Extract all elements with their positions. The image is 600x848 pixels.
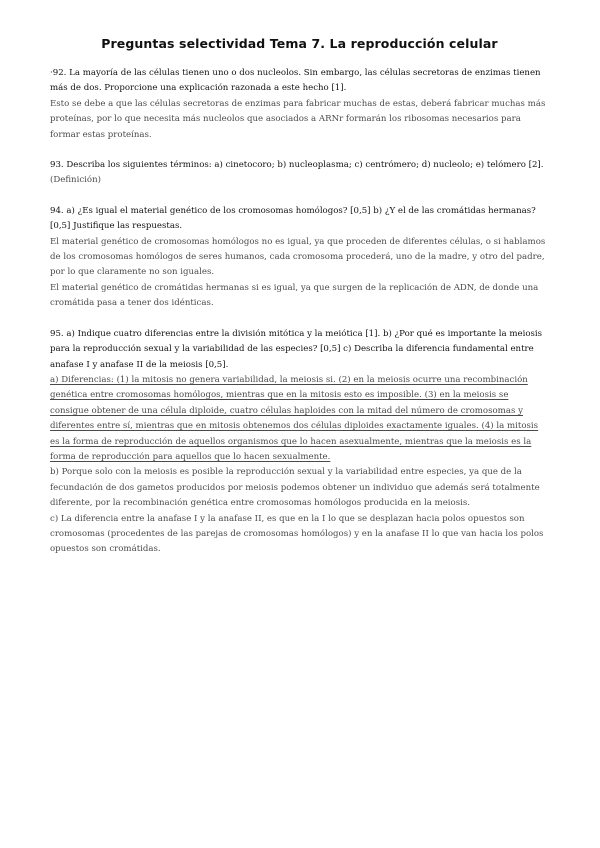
answer-92-text: Esto se debe a que las células secretoras de enzimas para fabricar muchas de estas, deberá fabricar muchas más proteínas, por lo que necesita más nucleolos que asociados a ARNr formarán los ribosomas necesarios para formar estas proteínas. (50, 98, 546, 140)
page-title: Preguntas selectividad Tema 7. La reproducción celular (101, 36, 498, 51)
answer-95-c: c) La diferencia entre la anafase I y la anafase II, es que en la I lo que se desplazan hacia polos opuestos son cromosomas (procedentes de las parejas de cromosomas homólogos) y en la anafase II lo que van hacia los polos opuestos son cromátidas. (50, 513, 544, 555)
question-92-text: ·92. La mayoría de las células tienen uno o dos nucleolos. Sin embargo, las células secretoras de enzimas tienen más de dos. Proporcione una explicación razonada a este hecho [1]. (50, 68, 541, 94)
question-95 (50, 327, 549, 558)
answer-95-b: b) Porque solo con la meiosis es posible la reproducción sexual y la variabilidad entre especies, ya que de la fecundación de dos gametos producidos por meiosis podemos obtener un individuo que además será totalmente diferente, por la recombinación genética entre cromosomas homólogos producida en la meiosis. (50, 467, 540, 509)
question-95-text: 95. a) Indique cuatro diferencias entre la división mitótica y la meiótica [1]. b) ¿Por qué es importante la meiosis para la reproducción sexual y la variabilidad de las especies? [0,5] c) Describa la diferencia fundamental entre anafase I y anafase II de la meiosis [0,5]. (50, 328, 543, 370)
question-94 (50, 204, 549, 312)
question-93-text: 93. Describa los siguientes términos: a) cinetocoro; b) nucleoplasma; c) centrómero; d) nucleolo; e) telómero [2]. (50, 160, 544, 171)
answer-93-text: (Definición) (50, 175, 101, 186)
answer-95-a: a) Diferencias: (1) la mitosis no genera variabilidad, la meiosis si. (2) en la meiosis ocurre una recombinación genética entre cromosomas homólogos, mientras que en la mitosis esto es imposible. (3) en la meiosis se consigue obtener de una célula diploide, cuatro células haploides con la mitad del número de cromosomas y diferentes entre sí, mientras que en mitosis obtenemos dos células diploides exactamente iguales. (4) la mitosis es la forma de reproducción de aquellos organismos que lo hacen asexualmente, mientras que la meiosis es la forma de reproducción para aquellos que lo hacen sexualmente. (50, 374, 539, 462)
question-93 (50, 158, 549, 189)
answer-94-part-1: El material genético de cromosomas homólogos no es igual, ya que proceden de diferentes células, o si hablamos de los cromosomas homólogos de seres humanos, cada cromosoma procederá, uno de la madre, y otro del padre, por lo que claramente no son iguales. (50, 236, 546, 278)
question-92 (50, 66, 549, 143)
answer-94-part-2: El material genético de cromátidas hermanas si es igual, ya que surgen de la replicación de ADN, de donde una cromátida pasa a tener dos idénticas. (50, 282, 539, 309)
question-94-text: 94. a) ¿Es igual el material genético de los cromosomas homólogos? [0,5] b) ¿Y el de las cromátidas hermanas? [0,5] Justifique las respuestas. (50, 205, 536, 232)
